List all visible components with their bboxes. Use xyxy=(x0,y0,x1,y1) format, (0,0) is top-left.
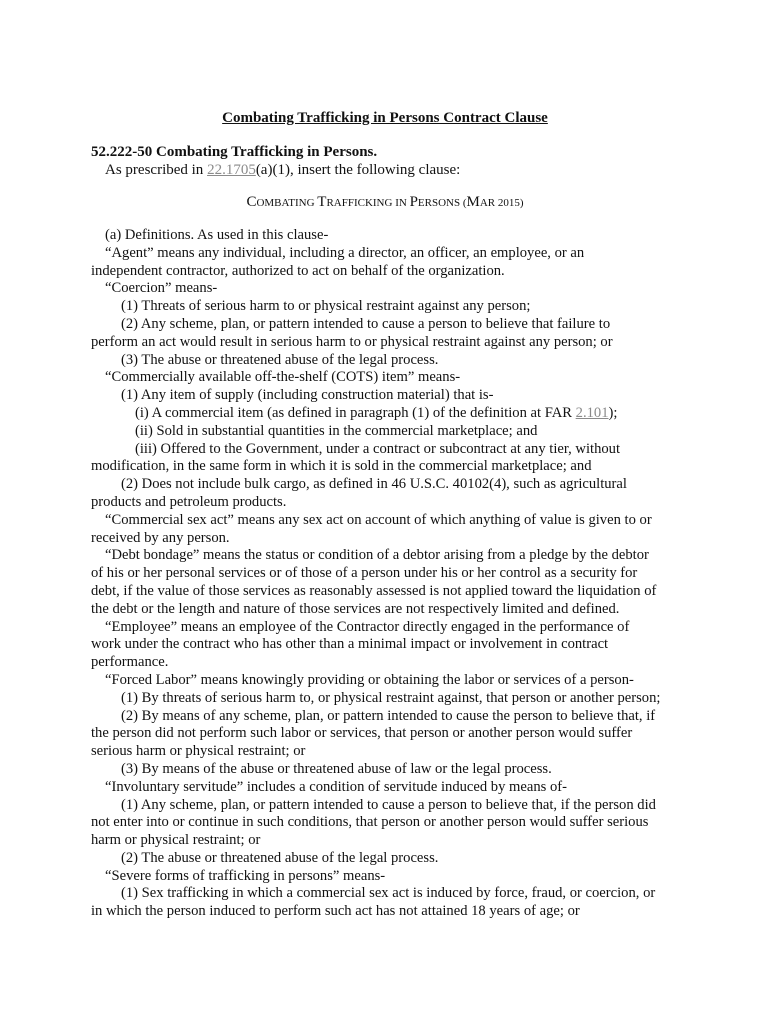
clause-line: the debt or the length and nature of those services are not respectively limited and defined. xyxy=(91,600,620,617)
clause-line: (3) By means of the abuse or threatened abuse of law or the legal process. xyxy=(121,760,552,777)
clause-line: in which the person induced to perform such act has not attained 18 years of age; or xyxy=(91,903,580,920)
clause-name-part-1: OMBATING xyxy=(256,197,318,209)
clause-body xyxy=(91,227,681,921)
far-2-101-link[interactable]: 2.101 xyxy=(575,404,609,421)
clause-line: (1) By threats of serious harm to, or physical restraint against, that person or another person; xyxy=(121,689,661,706)
clause-line: (iii) Offered to the Government, under a contract or subcontract at any tier, without xyxy=(135,440,621,457)
clause-line: not enter into or continue in such conditions, that person or another person would suffer serious xyxy=(91,814,649,831)
clause-line: (1) Sex trafficking in which a commercial sex act is induced by force, fraud, or coercion, or xyxy=(121,885,656,902)
clause-name-part-3: ERSONS ( xyxy=(417,197,467,209)
section-heading: 52.222-50 Combating Trafficking in Persons. xyxy=(91,144,378,160)
clause-line: received by any person. xyxy=(91,529,230,546)
prescribed-line xyxy=(105,161,460,179)
clause-line: “Commercial sex act” means any sex act on account of which anything of value is given to or xyxy=(105,511,652,528)
clause-line xyxy=(91,405,681,423)
clause-line: “Coercion” means- xyxy=(105,280,218,297)
clause-line: (1) Any scheme, plan, or pattern intended to cause a person to believe that, if the person did xyxy=(121,796,656,813)
clause-line: (1) Any item of supply (including construction material) that is- xyxy=(121,387,494,404)
prescribed-text-after: (a)(1), insert the following clause: xyxy=(255,162,461,178)
clause-line: products and petroleum products. xyxy=(91,493,287,510)
clause-name-cap-1: C xyxy=(246,194,257,210)
clause-line: serious harm or physical restraint; or xyxy=(91,743,306,760)
far-ref-text-after: ); xyxy=(608,404,618,421)
clause-line: (1) Threats of serious harm to or physical restraint against any person; xyxy=(121,298,531,315)
prescribed-text-before: As prescribed in xyxy=(105,162,208,178)
clause-line: “Involuntary servitude” includes a condition of servitude induced by means of- xyxy=(105,778,567,795)
clause-line: (3) The abuse or threatened abuse of the legal process. xyxy=(121,351,439,368)
clause-line: “Agent” means any individual, including a director, an officer, an employee, or an xyxy=(105,244,585,261)
clause-line: work under the contract who has other than a minimal impact or involvement in contract xyxy=(91,636,609,653)
clause-line: “Commercially available off-the-shelf (COTS) item” means- xyxy=(105,369,461,386)
clause-line: independent contractor, authorized to act on behalf of the organization. xyxy=(91,262,505,279)
far-22-1705-link[interactable]: 22.1705 xyxy=(207,162,256,178)
clause-name-part-4: AR 2015) xyxy=(479,197,524,209)
clause-line: (2) Does not include bulk cargo, as defined in 46 U.S.C. 40102(4), such as agricultural xyxy=(121,476,627,493)
far-ref-text-before: (i) A commercial item (as defined in paragraph (1) of the definition at FAR xyxy=(135,404,576,421)
clause-line: of his or her personal services or of those of a person under his or her control as a security for xyxy=(91,565,638,582)
clause-line: “Debt bondage” means the status or condition of a debtor arising from a pledge by the debtor xyxy=(105,547,649,564)
clause-line: (a) Definitions. As used in this clause- xyxy=(105,227,329,243)
clause-name-cap-4: M xyxy=(466,194,480,210)
clause-name-cap-2: T xyxy=(317,194,327,210)
clause-line: “Forced Labor” means knowingly providing or obtaining the labor or services of a person- xyxy=(105,671,634,688)
document-title: Combating Trafficking in Persons Contract Clause xyxy=(222,110,548,126)
clause-line: (ii) Sold in substantial quantities in the commercial marketplace; and xyxy=(135,422,538,439)
clause-line: performance. xyxy=(91,654,169,671)
clause-name xyxy=(0,193,770,212)
clause-line: the person did not perform such labor or services, that person or another person would suffer xyxy=(91,725,633,742)
clause-line: debt, if the value of those services as reasonably assessed is not applied toward the liquidation of xyxy=(91,582,657,599)
clause-line: modification, in the same form in which it is sold in the commercial marketplace; and xyxy=(91,458,592,475)
clause-line: (2) By means of any scheme, plan, or pattern intended to cause the person to believe that, if xyxy=(121,707,656,724)
clause-line: “Employee” means an employee of the Contractor directly engaged in the performance of xyxy=(105,618,630,635)
clause-line: (2) Any scheme, plan, or pattern intended to cause a person to believe that failure to xyxy=(121,315,611,332)
clause-name-cap-3: P xyxy=(409,194,418,210)
clause-line: “Severe forms of trafficking in persons” means- xyxy=(105,867,386,884)
clause-line: harm or physical restraint; or xyxy=(91,832,261,849)
clause-name-part-2: RAFFICKING IN xyxy=(326,197,410,209)
clause-line: perform an act would result in serious harm to or physical restraint against any person; or xyxy=(91,333,613,350)
clause-line: (2) The abuse or threatened abuse of the legal process. xyxy=(121,849,439,866)
